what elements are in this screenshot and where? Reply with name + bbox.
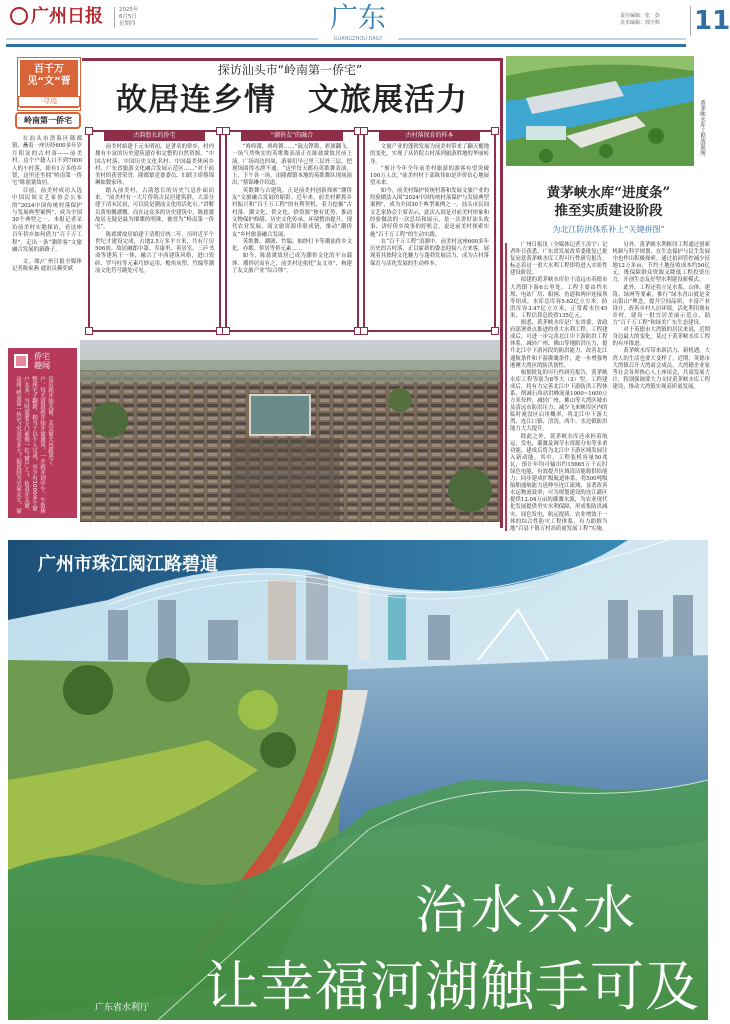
intro-paragraph: 在汕头市澄海区隆都镇，矗着一座历经600多年岁月积淀的古村落——前美村。这个户籍人口不到7000人的小村落，却有1万多的乡贤，这里还坐拥“岭南第一侨宅”陈慈黉故居。 bbox=[12, 136, 82, 187]
frame-corner-ornament bbox=[222, 327, 230, 335]
logo-text: 广州日报 bbox=[31, 6, 103, 27]
art-editor-line: 美术编辑：郭宇辉 bbox=[620, 20, 661, 26]
intro-paragraph: 目前，前美村成功入选中国民间文艺家协会公布的“2024中国传统村落保护与发展典型案例”，成为全国30个典型之一。本报记者采访前美村实地探访，看这座百年侨乡如何借力“百千万工程”，走出一条“潮侨客”文旅融合发展的新路子。 bbox=[12, 187, 82, 254]
article-paragraph: 英歌舞与古建筑，正是前美村创新探索“潮侨友”文旅融合发展的缩影。近年来，前美村紧抓乡村振兴和“百千万工程”的有利契机，着力挖掘“古村落、潮文化、侨文化、侨资源”独有优势，推动文物保护修缮、历史文化传承、环境整治提升、现代农业发展、商文旅资源串联成链，推动“潮侨友”乡村旅游融合发展。 bbox=[232, 187, 352, 238]
village-aerial-photo bbox=[80, 340, 500, 522]
badge-line: 见“文”晋 bbox=[27, 76, 71, 87]
feature-frame bbox=[500, 58, 503, 528]
frame-corner-ornament bbox=[85, 127, 93, 135]
box-heading: 古韵悠长的侨宅 bbox=[104, 130, 205, 141]
paragraph-list bbox=[510, 242, 710, 538]
page-number: 11 bbox=[690, 6, 730, 36]
anecdote-title: 侨宅趣闻 bbox=[34, 352, 50, 370]
square-icon bbox=[14, 354, 28, 368]
feature-headline: 故居连乡情 文旅展活力 bbox=[116, 82, 468, 118]
article-paragraph: 另外，黄茅峡水利枢纽工程通过创新机制与科学规划，在生态保护与民生发展中也作出积极探索。通过拍回管控减少征地12万多亩，节约土地征收成本约50亿元，既保障群众资源又降低工程投资压力，开创生态友好型水利建设新模式。 bbox=[612, 242, 710, 284]
feature-kicker: 探访汕头市“岭南第一侨宅” bbox=[217, 63, 363, 77]
article-box bbox=[88, 130, 221, 332]
reservoir-rendering-photo bbox=[506, 56, 694, 166]
topic-tag: 岭南第一侨宅 bbox=[15, 112, 81, 129]
anecdote-sidebar bbox=[8, 348, 77, 518]
frame-corner-ornament bbox=[85, 327, 93, 335]
anecdote-text: 这座“岭南第一侨宅”究竟有多大？据说因为宅屋太大，窗户太多，当时需要专门雇佣一位“窗户工”，负责开关窗。整座宅子翻新，相当于以个人完成，至少有1000多个窗户。每天清晨就开始开窗通风，一开就开到中午，午饭休息后就开始关窗，关完窗天也就黑了。 bbox=[15, 376, 53, 514]
article-paragraph: 拟建的黄茅峡水库位于清远市英德市大湾镇下游6公里处，工程主要由挡水坝、电站厂房、船闸、鱼道和两岸连接坝等组成。水库总库容5.62亿立方米，防洪库容3.47亿立方米，正常蓄水位45米，工程估算总投资135亿元。 bbox=[510, 277, 608, 319]
frame-corner-ornament bbox=[360, 327, 368, 335]
article-paragraph: 据悉，黄茅峡水库是广东省委、省政府部署重点推进的重大水利工程。工程建成后，可进一步完善北江中下游防洪工程体系，减轻广州、佛山等地防洪压力，提升北江中下游河段的防洪能力，改善北江通航条件和下游灌溉条件，进一步增强粤港澳大湾区的防洪韧性。 bbox=[510, 320, 608, 369]
date-year: 2025年 bbox=[119, 7, 139, 13]
frame-corner-ornament bbox=[360, 127, 368, 135]
issue-date bbox=[114, 7, 139, 28]
article-paragraph: 前美村始建于元末明初，是著名的侨乡，村内拥有丰富的历史建筑遗存和完整的自然资源。“中国古村落、中国历史文化名村、中国最美休闲乡村、广东省旅游文化融合发展示范区……”对于前美村的获誉荣誉，隆都镇党委委员、妇联主席蔡锦琳如数家珍。 bbox=[95, 144, 214, 187]
feature-frame bbox=[82, 58, 502, 61]
header-rule-blue bbox=[6, 44, 686, 47]
paragraph-list bbox=[232, 144, 352, 275]
box-heading: “潮侨友”的融合 bbox=[241, 130, 343, 141]
article-paragraph: “预计今年全年前美村旅游的游客有望突破100万人次。”前美村村干部陈伟如是评价信心地展望未来。 bbox=[370, 165, 489, 187]
box-heading: 古村落保育的样本 bbox=[379, 130, 480, 141]
article-body bbox=[510, 242, 710, 538]
article-paragraph: “咚咚锵，咚咚锵……”鼓点铿锵，彩旗翻飞。一场气势恢宏的英歌舞表演正在陈慈黉故居前上演。广场周边四周，游客们早已里三层外三层，把现场围得水泄不通。“这里每天都有英歌舞表演，上、下午各一场，由隆都镇本地的英歌舞队现场演出。”蔡锦琳介绍道。 bbox=[232, 144, 352, 187]
article-paragraph: 英歌舞、潮剧、竹编、抽纱打卡等潮汕侨乡文化，亦都、侨居等侨元素…… bbox=[232, 238, 352, 253]
intro-text bbox=[12, 136, 82, 273]
newspaper-logo bbox=[10, 6, 103, 28]
section-subtitle: GUANGZHOU DAILY bbox=[318, 36, 398, 42]
article-headline bbox=[506, 184, 711, 220]
frame-corner-ornament bbox=[491, 327, 499, 335]
article-paragraph: 如今，陈慈黉故居已成为潮侨文化的平台载体。潮侨居而有之，前美村还依托“友文章”，构建了友文旅产业“综合体”。 bbox=[232, 253, 352, 275]
article-paragraph: 除此之外，黄茅峡水库还承担着航运、发电、灌溉及调节水资源分布等多重功能，建成后将为北江中下游区域发展注入新动能。其中，工程装机容量50兆瓦，预计年均可输出约15665万千瓦时绿色电能，有效提升区域清洁能源供给能力；同步建成扩级航道体系，将500吨级船舶通航能力延伸至连江流域，显著改善水运物流效率；可为规划建设的连江灌区提供12.04万亩的灌溉水源，为农业现代化发展提供坚实水利保障，形成集防洪减灾、绿色发电、航运提质、农业增效于一体的综合性防灾工程体系，有力助推当地“百县千镇万村高质量发展工程”实施。 bbox=[510, 433, 608, 532]
editors-credit bbox=[620, 13, 660, 27]
byline: 文、图/广州日报全媒体记者陈家燕 通讯员赖奕斌 bbox=[12, 258, 82, 272]
article-paragraph: 对于英德市大湾镇的居民来说，近期身边最大的变化，莫过于黄茅峡水库工程的有序推进。 bbox=[612, 327, 710, 348]
headline-line: 黄茅峡水库“进度条” bbox=[546, 185, 671, 201]
greenway-advertisement bbox=[8, 540, 708, 1020]
badge-line: 百千万 bbox=[34, 64, 64, 75]
section-title: 广东 bbox=[329, 1, 386, 34]
article-paragraph: 广州日报讯（全媒体记者王涛宇）记者昨日获悉，广东省发展改革委批复已批复同意黄茅峡水库工程可行性研究报告，标志着这一重大水利工程即将进入实质性建设阶段。 bbox=[510, 242, 608, 277]
article-box bbox=[363, 130, 496, 332]
editor-line: 责任编辑：张 彭 bbox=[620, 13, 661, 19]
article-box bbox=[225, 130, 359, 332]
article-paragraph: 文旅产业的蓬勃发展为前美村带来了翻天覆地的变化，实现了从侨院古村落到旅游胜地的华丽转身。 bbox=[370, 144, 489, 165]
ad-slogan-line2: 让幸福河湖触手可及 bbox=[205, 955, 700, 1018]
logo-mark-icon bbox=[10, 7, 28, 25]
article-paragraph: 在“百千万工程”浪潮中，前美村这座600多年历史的古村落，正以崭新的姿态迎接八方来客，展现着其独特文化魅力与蓬勃发展活力，成为古村落保育与活化发展的生动样本。 bbox=[370, 238, 489, 267]
frame-corner-ornament bbox=[491, 127, 499, 135]
article-paragraph: 踏入前美村，古韵悠长的历史气息扑面而来。“前美村有一大片侨筑古民居建筑群，大部分建于清末民初，可以说是潮汕文化的活化石。”讲解员黄怡馨感慨。而在这众多的历史建筑中，陈慈黉故居无疑是最为璀璨的明珠，被誉为“岭南第一侨宅”。 bbox=[95, 187, 214, 231]
article-paragraph: 黄茅峡水库带来新活力、新机遇，大湾人的生活也要大变样了。近期，英德市大湾镇召开大湾商会成员、大湾籍企业家等社会各界热心人士座谈会，共商发展大计，特别强调要大力支持黄茅峡水库工程建设，推动大湾镇实现高质量发展。 bbox=[612, 348, 710, 390]
article-paragraph: 此外，工程还将立足水系、山体、建筑、绿网等要素，推行“绿水青山就是金山银山”理念，提升空间品质，丰富产业设计，改善乡村人居环境，活化利用现有乡村，建设一批宜居美丽示范点，助力“百千万工程”和绿美广东生态建设。 bbox=[612, 284, 710, 327]
article-paragraph: 根据批复的可行性研究报告，黄茅峡水库工程等别为Ⅱ等大（2）型。工程建成后，将有力完善北江中下游防洪工程体系，削减石角站洪峰流量1000~1600立方米每秒，减轻广州、佛山等大湾区城市及清远市防洪压力，减少飞来峡库区内的临时淹没区启用概率，将北江中下游大湾、连江口镇、浛洸、西牛、水边镇防洪能力大大提升。 bbox=[510, 369, 608, 433]
paragraph-list bbox=[95, 144, 214, 275]
article-subtitle: 为北江防洪体系补上“关键拼图” bbox=[552, 225, 665, 234]
date-weekday: 星期四 bbox=[119, 21, 136, 27]
ad-sponsor: 广东省水利厅 bbox=[95, 1003, 150, 1013]
article-paragraph: 陈慈黉故居始建于清朝宣统二年，历时近半个世纪才建设完成，占地2.5万多平方米，共有厅房506间。故居融郎中第、寿康里、善居室、三庐书斋等建筑于一体，融合了中西建筑风格，进口瓷砖、罗马柱等元素巧妙运用，檐角灰塑、竹编等潮汕文化符号随处可见。 bbox=[95, 231, 214, 275]
paragraph-list bbox=[370, 144, 489, 268]
headline-line: 推至实质建设阶段 bbox=[554, 203, 663, 219]
frame-corner-ornament bbox=[222, 127, 230, 135]
photo-caption: 黄茅峡水库工程效果图。 bbox=[699, 100, 705, 161]
ad-slogan-line1: 治水兴水 bbox=[415, 881, 640, 941]
ad-banner-title: 广州市珠江阅江路碧道 bbox=[38, 554, 218, 575]
column-rule bbox=[505, 243, 507, 531]
date-day: 6月5日 bbox=[119, 14, 137, 20]
article-paragraph: 如今，前美村保护传统村落和发展文旅产业的经验做法入围“2024中国传统村落保护与发展典型案例”，成为全国30个典型案例之一。汕头市民间文艺家协会主席表示，此次入围是对前美村形象和经验做法的一次总结和展示，是一次讲好汕头故事、讲好侨乡故事的好机会，更是前美村探索实施“百千万工程”的生动实践。 bbox=[370, 187, 489, 238]
badge-subtitle: ·寻迹 bbox=[18, 96, 80, 107]
